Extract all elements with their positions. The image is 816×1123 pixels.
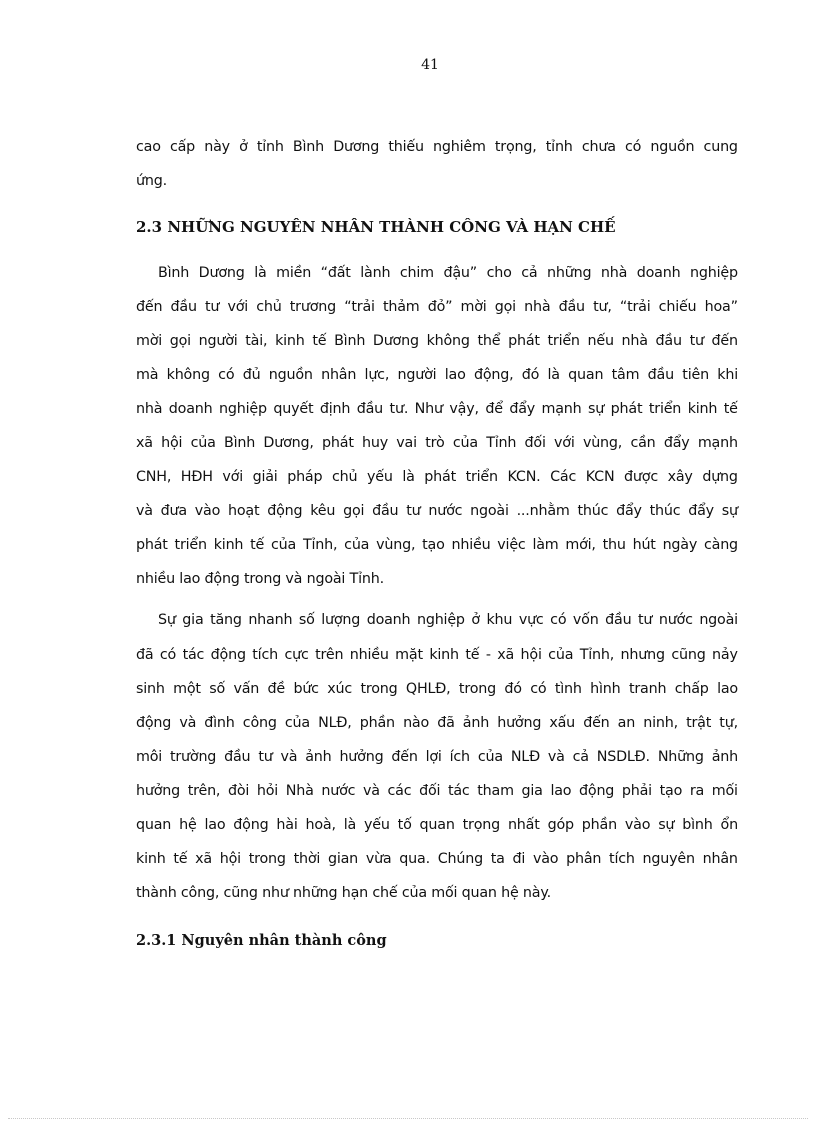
paragraph-line: đến đầu tư với chủ trương “trải thảm đỏ” mời gọi nhà đầu tư, “trải chiếu hoa” [136,299,738,315]
section-heading: 2.3 NHỮNG NGUYÊN NHÂN THÀNH CÔNG VÀ HẠN CHẾ [136,218,616,236]
paragraph-line: sinh một số vấn đề bức xúc trong QHLĐ, trong đó có tình hình tranh chấp lao [136,681,738,697]
subsection-heading: 2.3.1 Nguyên nhân thành công [136,932,387,949]
paragraph-line: thành công, cũng như những hạn chế của mối quan hệ này. [136,885,551,901]
page-bottom-rule [8,1118,808,1119]
paragraph-line: hưởng trên, đòi hỏi Nhà nước và các đối tác tham gia lao động phải tạo ra mối [136,783,738,799]
paragraph-line: CNH, HĐH với giải pháp chủ yếu là phát triển KCN. Các KCN được xây dựng [136,469,738,485]
paragraph-line: động và đình công của NLĐ, phần nào đã ảnh hưởng xấu đến an ninh, trật tự, [136,715,738,731]
intro-line-1: cao cấp này ở tỉnh Bình Dương thiếu nghiêm trọng, tỉnh chưa có nguồn cung [136,139,738,155]
paragraph-line: Bình Dương là miền “đất lành chim đậu” cho cả những nhà doanh nghiệp [158,265,738,281]
paragraph-line: mời gọi người tài, kinh tế Bình Dương không thể phát triển nếu nhà đầu tư đến [136,333,738,349]
paragraph-line: xã hội của Bình Dương, phát huy vai trò của Tỉnh đối với vùng, cần đẩy mạnh [136,435,738,451]
paragraph-line: đã có tác động tích cực trên nhiều mặt kinh tế - xã hội của Tỉnh, nhưng cũng nảy [136,647,738,663]
paragraph-line: và đưa vào hoạt động kêu gọi đầu tư nước ngoài ...nhằm thúc đẩy thúc đẩy sự [136,503,738,519]
paragraph-line: mà không có đủ nguồn nhân lực, người lao động, đó là quan tâm đầu tiên khi [136,367,738,383]
paragraph-line: nhiều lao động trong và ngoài Tỉnh. [136,571,384,587]
paragraph-line: Sự gia tăng nhanh số lượng doanh nghiệp ở khu vực có vốn đầu tư nước ngoài [158,612,738,628]
intro-line-2: ứng. [136,173,167,189]
paragraph-line: kinh tế xã hội trong thời gian vừa qua. Chúng ta đi vào phân tích nguyên nhân [136,851,738,867]
paragraph-line: quan hệ lao động hài hoà, là yếu tố quan trọng nhất góp phần vào sự bình ổn [136,817,738,833]
paragraph-line: phát triển kinh tế của Tỉnh, của vùng, tạo nhiều việc làm mới, thu hút ngày càng [136,537,738,553]
paragraph-line: nhà doanh nghiệp quyết định đầu tư. Như vậy, để đẩy mạnh sự phát triển kinh tế [136,401,738,417]
page-number: 41 [421,57,439,73]
paragraph-line: môi trường đầu tư và ảnh hưởng đến lợi ích của NLĐ và cả NSDLĐ. Những ảnh [136,749,738,765]
